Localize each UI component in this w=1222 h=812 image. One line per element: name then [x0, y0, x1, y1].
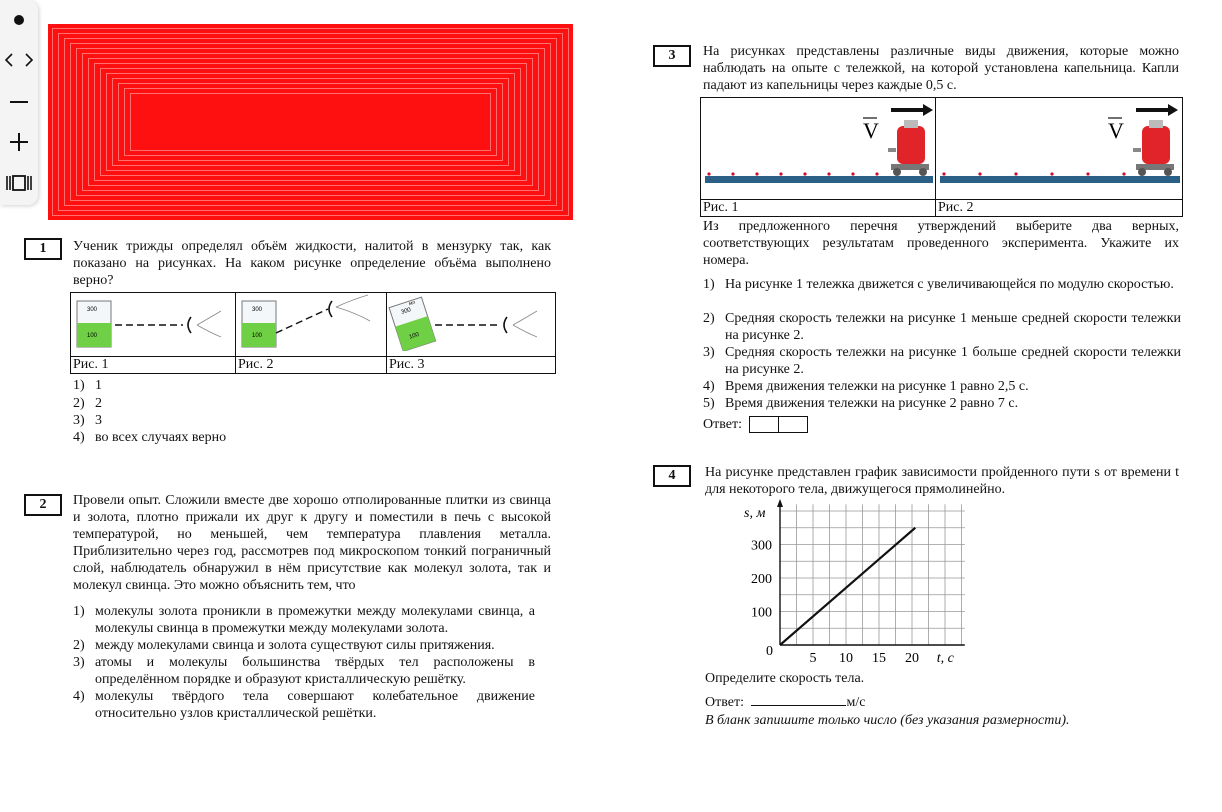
answer-option: 4) молекулы твёрдого тела совершают колебательное движение относительно узлов кристаллической решётки. [73, 689, 535, 721]
viewer-toolbar [0, 0, 38, 205]
figure-caption: Рис. 3 [389, 357, 425, 372]
svg-text:300: 300 [87, 307, 98, 313]
question-number: 2 [24, 494, 62, 516]
y-tick-label: 300 [751, 538, 772, 554]
svg-text:100: 100 [87, 333, 98, 339]
answer-input-line[interactable] [751, 691, 846, 706]
svg-text:300: 300 [400, 307, 412, 316]
answer-option: 2) 2 [73, 396, 102, 411]
series-line [780, 528, 915, 645]
x-axis-label: t, с [936, 651, 954, 666]
answer-row [703, 416, 808, 433]
svg-text:V: V [1108, 118, 1124, 143]
chart-ticks [751, 539, 919, 667]
origin-label: 0 [766, 644, 773, 659]
answer-option: 4) во всех случаях верно [73, 430, 227, 445]
x-tick-label: 15 [872, 651, 886, 666]
answer-note: В бланк запишите только число (без указания размерности). [705, 713, 1070, 728]
svg-text:100: 100 [252, 333, 263, 339]
answer-label: Ответ: [703, 417, 742, 432]
nav-arrows-icon[interactable] [0, 44, 38, 76]
redaction-pattern [48, 24, 573, 220]
answer-option: 5) Время движения тележки на рисунке 2 равно 7 с. [703, 396, 1019, 411]
answer-option: 3) 3 [73, 413, 102, 428]
cart-figure-1 [701, 98, 936, 200]
cart-figure-2 [936, 98, 1183, 200]
answer-box-2[interactable] [778, 416, 808, 433]
question-text: На рисунке представлен график зависимости пройденного пути s от времени t для некоторого тела, движущегося прямолинейно. [705, 465, 1179, 497]
fit-page-icon[interactable] [0, 167, 38, 199]
svg-text:мл: мл [408, 299, 417, 308]
beaker-figure-3 [387, 293, 556, 357]
answer-option: 1) На рисунке 1 тележка движется с увеличивающейся по модулю скоростью. [703, 277, 1174, 292]
question-instruction: Из предложенного перечня утверждений выберите два верных, соответствующих результатам проведенного эксперимента. Укажите их номера. [703, 219, 1179, 268]
chart-grid [780, 504, 965, 645]
distance-time-chart [730, 497, 970, 672]
y-tick-label: 200 [751, 572, 772, 587]
question-text: На рисунках представлены различные виды движения, которые можно наблюдать на опыте с тележкой, на которой установлена капельница. Капли падают из капельницы через каждые 0,5 с. [703, 44, 1179, 93]
y-axis-arrow [777, 499, 783, 507]
beaker-figure-1 [71, 293, 236, 357]
zoom-out-icon[interactable] [0, 86, 38, 118]
figure-caption: Рис. 2 [238, 357, 274, 372]
answer-box-1[interactable] [749, 416, 779, 433]
question-text: Ученик трижды определял объём жидкости, налитой в мензурку так, как показано на рисунках. На каком рисунке определение объёма выполнено верно? [73, 239, 551, 288]
figure-caption: Рис. 1 [73, 357, 109, 372]
question-number: 4 [653, 465, 691, 487]
zoom-in-icon[interactable] [0, 126, 38, 158]
answer-option: 1) молекулы золота проникли в промежутки между молекулами свинца, а молекулы свинца в промежутки между молекулами золота. [73, 604, 535, 636]
answer-label: Ответ: [705, 695, 744, 710]
svg-text:100: 100 [408, 331, 420, 341]
answer-unit: м/с [846, 695, 866, 710]
answer-row [705, 691, 865, 711]
x-tick-label: 5 [809, 651, 817, 666]
svg-text:300: 300 [252, 307, 263, 313]
question-number: 3 [653, 45, 691, 67]
question-prompt: Определите скорость тела. [705, 671, 865, 686]
cart-figures [700, 97, 1183, 217]
question-text: Провели опыт. Сложили вместе две хорошо отполированные плитки из свинца и золота, плотно прижали их друг к другу и поместили в печь с высокой температурой, но меньшей, чем температура плавления металла. Приблизительно через год, рассмотрев под микроскопом тонкий пограничный слой, наблюдатель обнаружил в нём присутствие как молекул золота, так и молекул свинца. Это можно объяснить тем, что [73, 493, 551, 593]
x-tick-label: 20 [905, 651, 919, 666]
chart-series [780, 528, 915, 645]
answer-option: 2) Средняя скорость тележки на рисунке 1 меньше средней скорости тележки на рисунке 2. [703, 311, 1181, 343]
figure-caption: Рис. 1 [703, 200, 739, 215]
answer-option: 4) Время движения тележки на рисунке 1 равно 2,5 с. [703, 379, 1029, 394]
dot-icon[interactable] [0, 4, 38, 36]
beaker-figure-2 [236, 293, 387, 357]
y-tick-label: 100 [751, 605, 772, 621]
redaction-block [48, 24, 573, 220]
x-tick-label: 10 [839, 651, 853, 666]
answer-option: 2) между молекулами свинца и золота существуют силы притяжения. [73, 638, 495, 653]
figure-caption: Рис. 2 [938, 200, 974, 215]
answer-option: 3) атомы и молекулы большинства твёрдых тел расположены в определённом порядке и образуют кристаллическую решётку. [73, 655, 535, 687]
question-number: 1 [24, 238, 62, 260]
answer-option: 1) 1 [73, 378, 102, 393]
y-axis-label: s, м [744, 506, 766, 521]
beaker-figures [70, 292, 556, 374]
svg-text:V: V [863, 118, 879, 143]
answer-option: 3) Средняя скорость тележки на рисунке 1 больше средней скорости тележки на рисунке 2. [703, 345, 1181, 377]
